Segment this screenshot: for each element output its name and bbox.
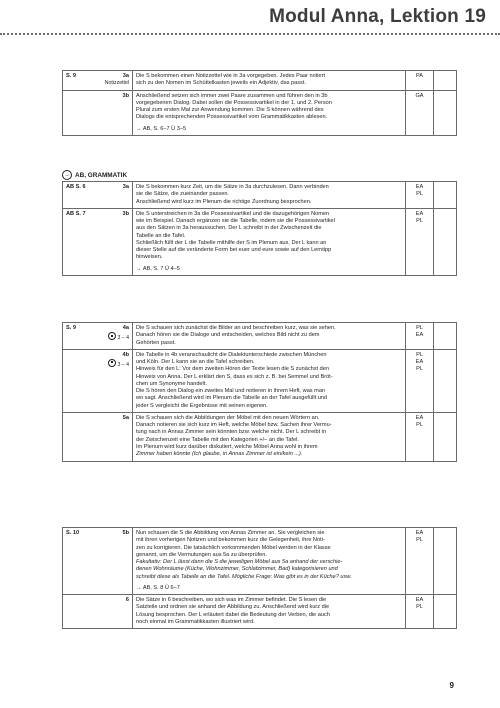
audio-track (92, 359, 129, 369)
description-line: noch einmal im Grammatikkasten illustriert wird. (136, 618, 255, 625)
description-line: zen zu korrigieren. Die tatsächlich vorkommenden Möbel werden in der Klasse (136, 544, 331, 551)
exercise-number: 4a (122, 325, 129, 331)
description-line: Fakultativ: Der L lässt dann die S die jeweiligen Möbel aus 5a anhand der verschie- (136, 559, 343, 566)
description-line: schreibt diese als Tabelle an die Tafel. Mögliche Frage: Was gibt es in der Küche? usw. (136, 573, 352, 580)
social-form-cell (406, 528, 434, 595)
social-form: EA (415, 530, 424, 536)
social-form-cell (406, 182, 434, 209)
audio-track-number: 3 – 4 (117, 362, 129, 369)
exercise-number: 6 (125, 597, 129, 604)
workbook-reference: → AB, S. 7 Ü 4–5 (136, 265, 180, 272)
description-line: wie im Beispiel. Danach ergänzen sie die Tabelle, indem sie die Possessivartikel (136, 218, 335, 225)
description-line: tung nach in Annas Zimmer sein könnten bzw. welche nicht. Der L schreibt in (136, 429, 327, 436)
table-row (63, 528, 457, 595)
page-ref (63, 90, 90, 135)
description-cell (133, 595, 406, 629)
lesson-table-4 (62, 527, 457, 629)
exercise-number: 3a (122, 73, 129, 79)
description-line: Hinweis für den L: Vor dem zweiten Hören der Texte lesen die S zunächst den (136, 366, 329, 373)
social-form: EA (415, 597, 424, 604)
description-line: vorgegebenen Dialog. Dabei sollen die Possessivartikel in der 1. und 2. Person (136, 99, 332, 106)
description-line: dieser Stelle auf die veränderte Form bei euer und eure sowie auf den Lerntipp (136, 247, 332, 254)
description-cell (133, 528, 406, 595)
description-line: Danach hören sie die Dialoge und entscheiden, welches Bild nicht zu dem (136, 332, 320, 339)
social-form: PL (416, 191, 423, 198)
description-line: Im Plenum wird kurz darüber diskutiert, welche Möbel Anna wohl in ihrem (136, 443, 318, 450)
margin-cell (434, 349, 457, 412)
margin-cell (434, 208, 457, 275)
social-form: PL (416, 422, 423, 429)
description-cell (133, 90, 406, 135)
exercise-number: 3b (122, 92, 129, 99)
social-form: PL (416, 218, 423, 225)
social-form: PL (416, 351, 423, 358)
description-line: Die S schauen sich zunächst die Bilder an und beschreiben kurz, was sie sehen. (136, 325, 336, 331)
section-label: AB, GRAMMATIK (75, 171, 128, 179)
workbook-reference: → AB, S. 8 Ü 6–7 (136, 584, 180, 591)
page-ref (63, 595, 90, 629)
exercise-cell (89, 182, 133, 209)
page-ref: AB S. 6 (63, 182, 90, 209)
table-row (63, 208, 457, 275)
table-row (63, 595, 457, 629)
description-cell (133, 412, 406, 461)
description-line: Dialogs die entsprechenden Possessivartikel vom Grammatikkasten ablesen. (136, 114, 328, 121)
description-line: mit ihren vorherigen Notizen und bekommen kurz die Gelegenheit, ihre Noti- (136, 537, 325, 544)
page-number: 9 (449, 681, 454, 690)
audio-cd-icon (108, 332, 116, 340)
exercise-cell (89, 528, 133, 595)
description-line: Schließlich füllt der L die Tabelle mithilfe der S im Plenum aus. Der L kann an (136, 239, 327, 246)
margin-cell (434, 71, 457, 91)
description-line: Die S bekommen einen Notizzettel wie in 3a vorgegeben. Jedes Paar notiert (136, 73, 326, 79)
description-line: Die Sätze in 6 beschreiben, wo sich was im Zimmer befindet. Die S lesen die (136, 597, 327, 604)
page-ref: S. 10 (63, 528, 90, 595)
description-line: Nun schauen die S die Abbildung von Annas Zimmer an. Sie vergleichen sie (136, 530, 325, 536)
description-line: wo sagt. Anschließend wird im Plenum die Tabelle an der Tafel ausgefüllt und (136, 395, 328, 402)
description-line: Die S schauen sich die Abbildungen der Möbel mit den neuen Wörtern an. (136, 414, 320, 421)
audio-track (92, 332, 129, 342)
description-line: genannt, um die Vermutungen aus 5a zu überprüfen. (136, 551, 267, 558)
social-form: EA (415, 414, 424, 421)
description-line: Die S bekommen kurz Zeit, um die Sätze in 3a durchzulesen. Dann verbinden (136, 184, 329, 190)
exercise-cell (89, 595, 133, 629)
social-form-cell (406, 412, 434, 461)
exercise-number: 3a (122, 184, 129, 190)
description-line: Anschließend wird kurz im Plenum die richtige Zuordnung besprochen. (136, 198, 312, 205)
description-line: der Zwischenzeit eine Tabelle mit den Kategorien +/– an die Tafel. (136, 436, 299, 443)
section-header (62, 170, 127, 180)
social-form: EA (415, 210, 424, 217)
social-form: PL (416, 537, 423, 544)
social-form: PL (416, 366, 423, 373)
description-line: und Köln. Der L kann sie an die Tafel schreiben. (136, 359, 255, 366)
description-line: Die S unterstreichen in 3a die Possessivartikel und die dazugehörigen Nomen (136, 210, 330, 217)
description-line: Hinweis von Anna. Der L erklärt den S, dass es sich z. B. bei Semmel und Bröt- (136, 373, 333, 380)
page-ref: S. 9 (63, 71, 90, 91)
social-form: PL (416, 604, 423, 611)
page-ref (63, 412, 90, 461)
exercise-cell (89, 323, 133, 350)
description-line: jeder S vergleicht die Ergebnisse mit seinen eigenen. (136, 402, 268, 409)
description-line: Tabelle an die Tafel. (136, 232, 186, 239)
page-ref: AB S. 7 (63, 208, 90, 275)
description-line: Anschließend setzen sich immer zwei Paare zusammen und führen den in 3b (136, 92, 328, 99)
exercise-cell (89, 208, 133, 275)
exercise-cell (89, 412, 133, 461)
table-row (63, 412, 457, 461)
social-form: EA (415, 332, 424, 339)
social-form: EA (415, 184, 424, 190)
arrow-circle-icon: → (64, 172, 70, 178)
page-ref: S. 9 (63, 323, 90, 350)
table-row (63, 349, 457, 412)
social-form-cell (406, 349, 434, 412)
description-line: Die Tabelle in 4b veranschaulicht die Dialektunterschiede zwischen München (136, 351, 327, 358)
page-ref (63, 349, 90, 412)
description-line: Plural zum ersten Mal zur Anwendung kommen. Die S können während des (136, 107, 324, 114)
audio-track-number: 3 – 4 (117, 335, 129, 342)
social-form: PL (416, 325, 423, 331)
audio-cd-icon (108, 359, 116, 367)
description-line: Zimmer haben könnte (Ich glaube, in Annas Zimmer ist ein/kein ...). (136, 451, 303, 458)
description-line: chen um Synonyme handelt. (136, 380, 207, 387)
description-line: Lösung besprochen. Der L erläutert dabei die Bedeutung der Verben, die auch (136, 611, 330, 618)
exercise-number: 5b (122, 530, 129, 536)
social-form: PA (415, 73, 424, 79)
description-line: Satzteile und ordnen sie anhand der Abbildung zu. Anschließend wird kurz die (136, 604, 330, 611)
description-line: aus den Sätzen in 3a heraussuchen. Der L schreibt in der Zwischenzeit die (136, 225, 322, 232)
social-form-cell (406, 71, 434, 91)
workbook-reference: → AB, S. 6–7 Ü 3–5 (136, 125, 187, 132)
table-row (63, 71, 457, 91)
dotted-divider (0, 33, 500, 35)
exercise-sub: Notizzettel (104, 80, 129, 87)
table-row (63, 90, 457, 135)
social-form-cell (406, 208, 434, 275)
social-form-cell (406, 323, 434, 350)
table-row (63, 182, 457, 209)
description-cell (133, 208, 406, 275)
social-form: GA (415, 92, 424, 99)
description-cell (133, 323, 406, 350)
margin-cell (434, 182, 457, 209)
description-line: hinweisen. (136, 254, 163, 261)
description-line: sich zu den Nomen im Schüttelkasten jeweils ein Adjektiv, das passt. (136, 80, 306, 87)
exercise-number: 5a (122, 414, 129, 421)
lesson-table-1 (62, 70, 457, 136)
description-line: denen Wohnräume (Küche, Wohnzimmer, Schlafzimmer, Bad) kategorisieren und (136, 566, 338, 573)
page-title: Modul Anna, Lektion 19 (269, 6, 486, 27)
table-row (63, 323, 457, 350)
margin-cell (434, 595, 457, 629)
margin-cell (434, 90, 457, 135)
exercise-cell (89, 349, 133, 412)
margin-cell (434, 412, 457, 461)
exercise-cell (89, 90, 133, 135)
exercise-number: 4b (122, 351, 129, 358)
description-cell (133, 71, 406, 91)
social-form: EA (415, 359, 424, 366)
description-cell (133, 182, 406, 209)
social-form-cell (406, 90, 434, 135)
exercise-cell (89, 71, 133, 91)
social-form-cell (406, 595, 434, 629)
exercise-number: 3b (122, 210, 129, 217)
description-line: Danach notieren sie sich kurz im Heft, welche Möbel bzw. Sachen ihrer Vermu- (136, 422, 332, 429)
description-cell (133, 349, 406, 412)
lesson-table-3 (62, 322, 457, 462)
description-line: Gehörten passt. (136, 339, 176, 346)
lesson-table-2 (62, 181, 457, 276)
description-line: sie die Sätze, die zueinander passen. (136, 191, 229, 198)
description-line: Die S hören den Dialog ein zweites Mal und notieren in ihrem Heft, was man (136, 388, 326, 395)
margin-cell (434, 323, 457, 350)
margin-cell (434, 528, 457, 595)
